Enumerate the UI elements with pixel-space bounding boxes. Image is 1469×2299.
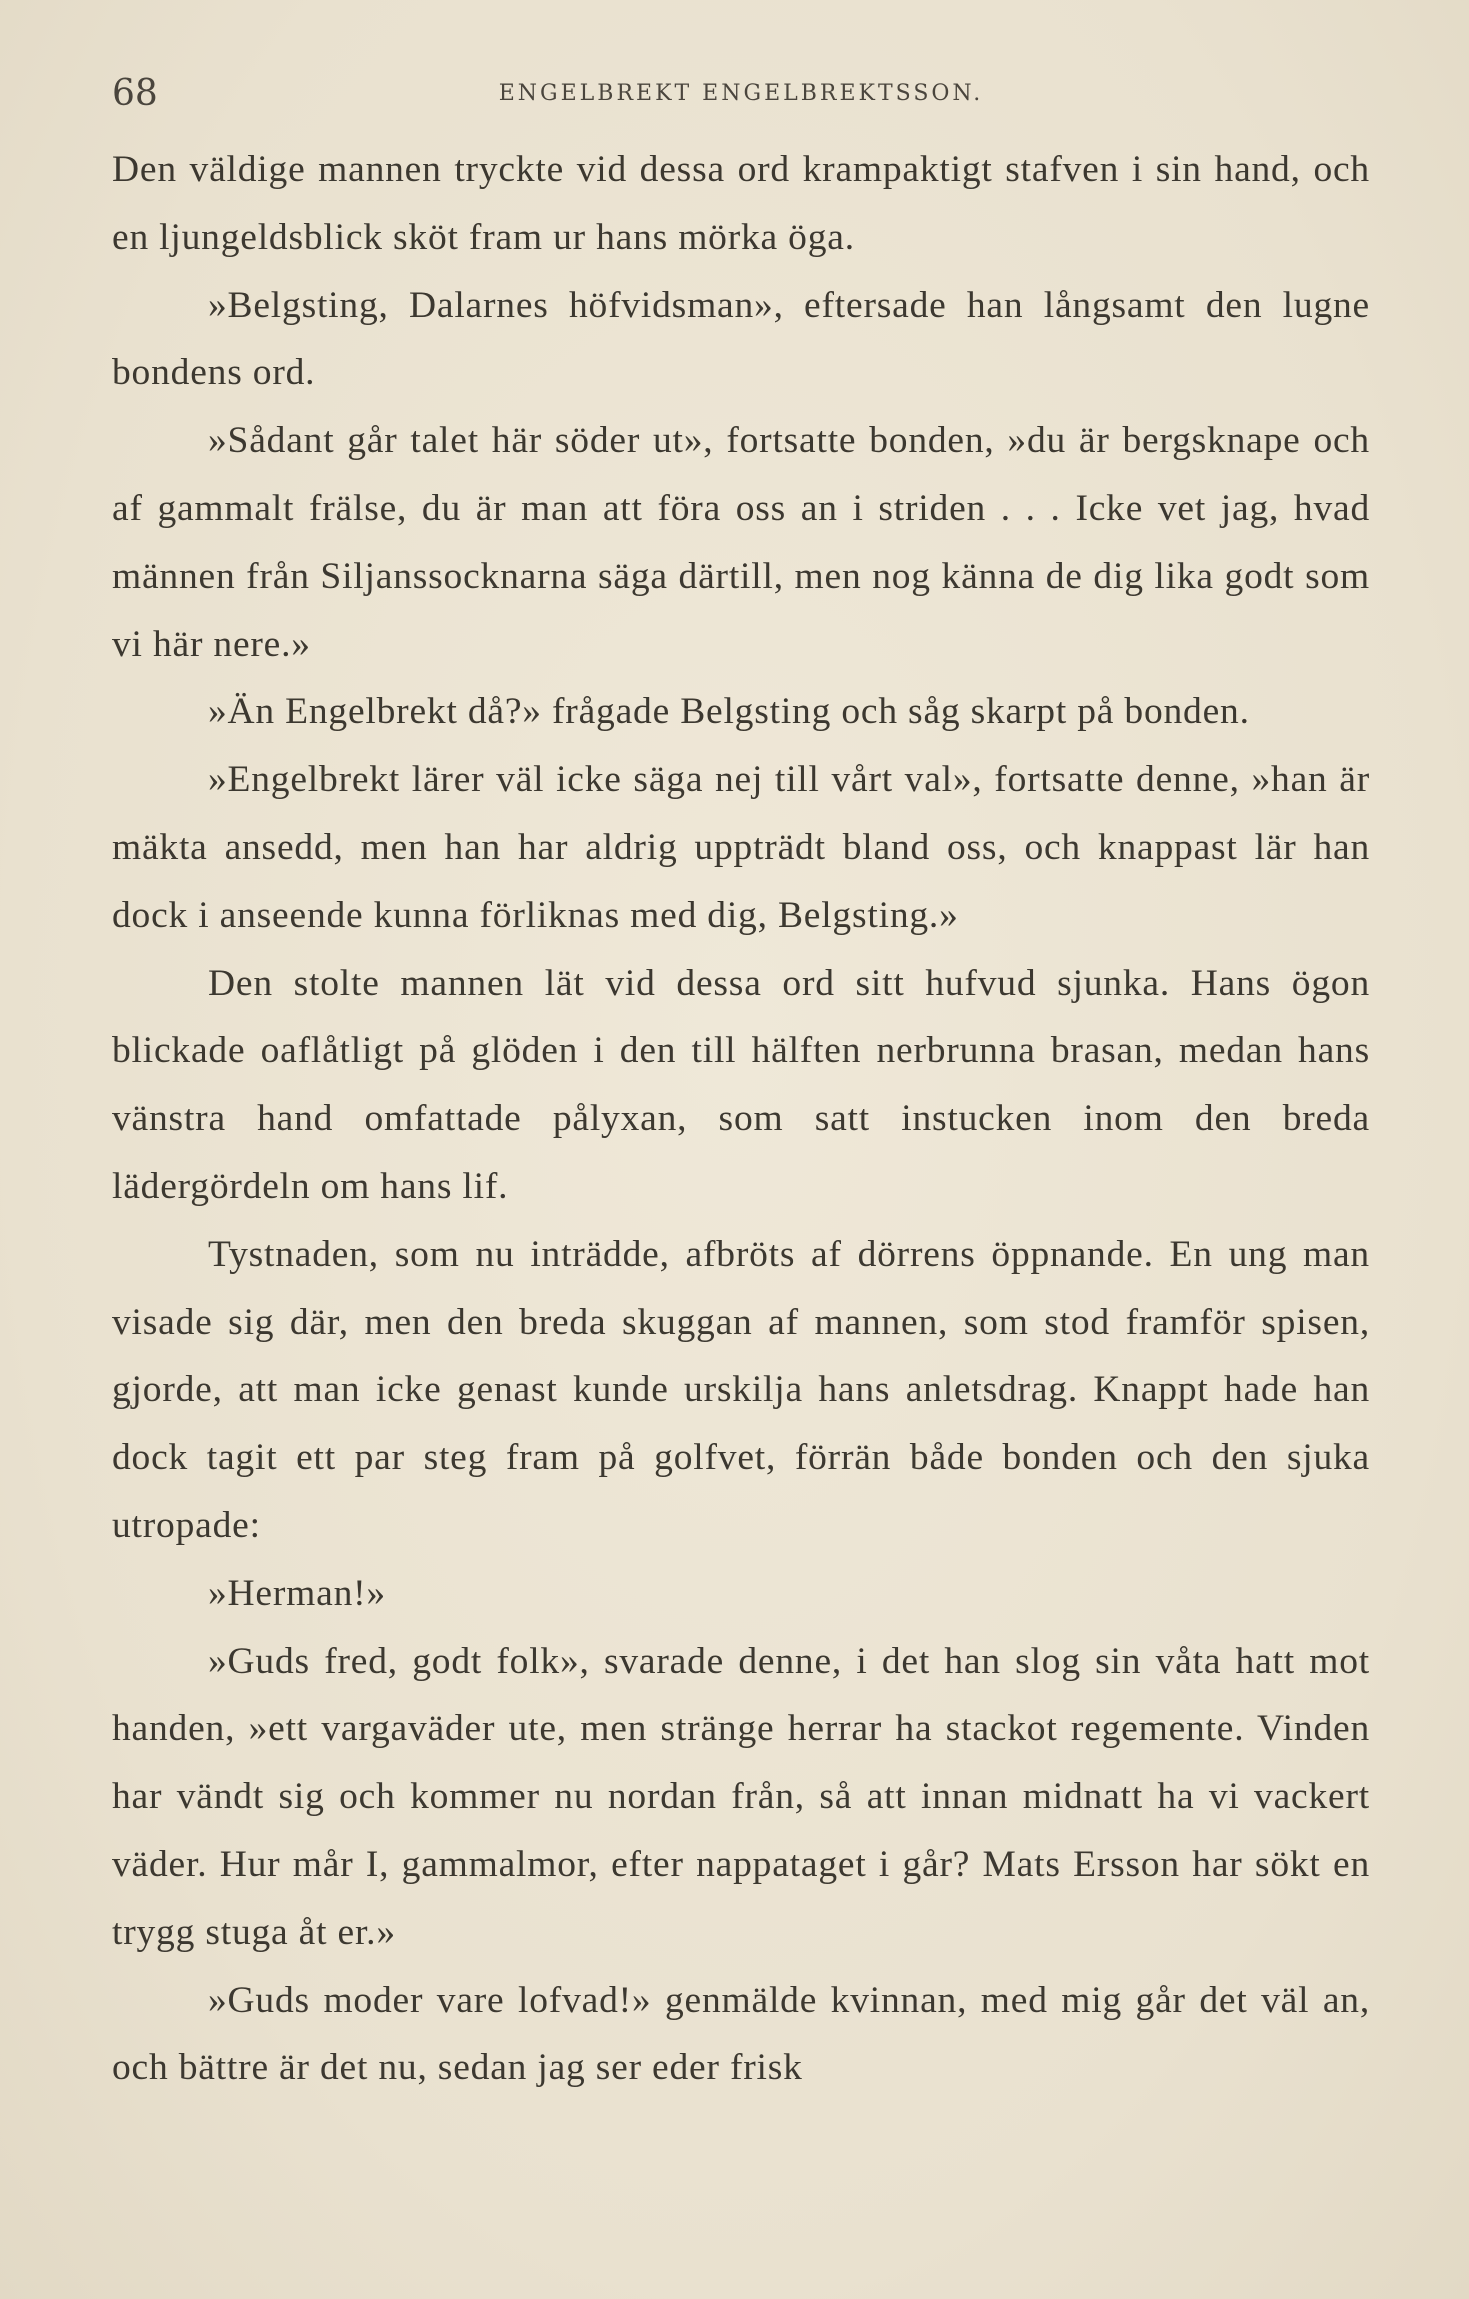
paragraph: »Än Engelbrekt då?» frågade Belgsting och såg skarpt på bonden.: [208, 691, 1250, 733]
paragraph: »Engelbrekt lärer väl icke säga nej till vårt val», fortsatte denne, »han är mäkta ansedd, men han har aldrig uppträdt bland oss, och knappast lär han dock i anseende kunna förliknas med dig, Belgsting.»: [112, 759, 1370, 936]
paragraph: »Guds moder vare lofvad!» genmälde kvinnan, med mig går det väl an, och bättre är det nu, sedan jag ser eder frisk: [112, 1979, 1370, 2089]
paragraph: Tystnaden, som nu inträdde, afbröts af dörrens öppnande. En ung man visade sig där, men den breda skuggan af mannen, som stod framför spisen, gjorde, att man icke genast kunde urskilja hans anletsdrag. Knappt hade han dock tagit ett par steg fram på golfvet, förrän både bonden och den sjuka utropade:: [112, 1233, 1370, 1546]
paragraph: »Sådant går talet här söder ut», fortsatte bonden, »du är bergsknape och af gammalt frälse, du är man att föra oss an i striden . . . Icke vet jag, hvad männen från Siljanssocknarna säga därtill, men nog känna de dig lika godt som vi här nere.»: [112, 420, 1370, 665]
page-number: 68: [112, 73, 158, 114]
paragraph: »Guds fred, godt folk», svarade denne, i det han slog sin våta hatt mot handen, »ett vargaväder ute, men stränge herrar ha stackot regemente. Vinden har vändt sig och kommer nu nordan från, så att innan midnatt ha vi vackert väder. Hur mår I, gammalmor, efter nappataget i går? Mats Ersson har sökt en trygg stuga åt er.»: [112, 1640, 1370, 1953]
paragraph: Den väldige mannen tryckte vid dessa ord krampaktigt stafven i sin hand, och en ljungeldsblick sköt fram ur hans mörka öga.: [112, 149, 1370, 258]
page-header: [112, 72, 1370, 116]
body-text: [112, 136, 1370, 2102]
paragraph: »Belgsting, Dalarnes höfvidsman», eftersade han långsamt den lugne bondens ord.: [112, 284, 1370, 394]
running-title: ENGELBREKT ENGELBREKTSSON.: [498, 81, 984, 106]
paragraph: »Herman!»: [208, 1572, 386, 1614]
paragraph: Den stolte mannen lät vid dessa ord sitt hufvud sjunka. Hans ögon blickade oaflåtligt på glöden i den till hälften nerbrunna brasan, medan hans vänstra hand omfattade pålyxan, som satt instucken inom den breda lädergördeln om hans lif.: [112, 962, 1370, 1207]
